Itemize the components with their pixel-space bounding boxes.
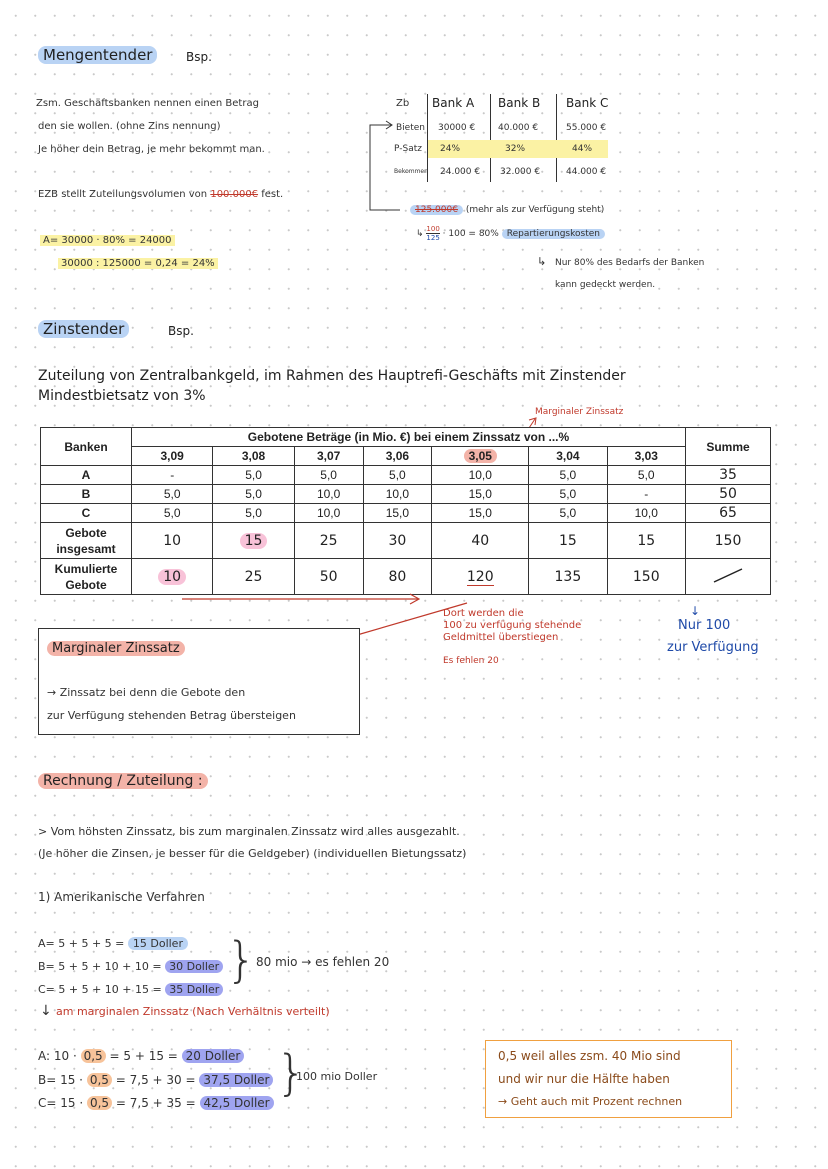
summe-header: Summe [686,428,771,466]
cell: - [132,466,213,485]
rate-header: 3,07 [294,447,363,466]
bank-a: A [41,466,132,485]
fraction-line: ↳ $\frac{100}{125}$ · 100 = 80% Repartierungskosten [416,225,605,242]
zinstender-desc-2: Mindestbietsatz von 3% [38,388,206,404]
gebote-cell: 10 [132,523,213,559]
gebote-cell: 40 [432,523,529,559]
calc-c2: C= 15 · 0,5 = 7,5 + 35 = 42,5 Doller [38,1096,274,1110]
cell: 5,0 [294,466,363,485]
rechnung-line-1: > Vom höhsten Zinssatz, bis zum marginalen Zinssatz wird alles ausgezahlt. [38,825,460,838]
psatz-b: 32% [505,144,526,154]
ezb-line: EZB stellt Zuteilungsvolumen von 100.000€ fest. [38,189,284,200]
total-amount: 125.000€ [410,205,463,215]
cell: 15,0 [432,504,529,523]
calc-c: C= 5 + 5 + 10 + 15 = 35 Doller [38,983,223,996]
bieten-a: 30000 € [438,123,476,133]
kum-cell: 10 [132,559,213,595]
mengentender-line-1: Zsm. Geschäftsbanken nennen einen Betrag [36,98,259,109]
cell: 5,0 [529,466,607,485]
dort-note: Dort werden die 100 zu verfügung stehende Geldmittel überstiegen [443,608,582,643]
note-2: kann gedeckt werden. [555,280,656,290]
gebote-cell: 15 [607,523,685,559]
calc-b: B= 5 + 5 + 10 + 10 = 30 Doller [38,960,223,973]
psatz-a: 24% [440,144,461,154]
note-1: Nur 80% des Bedarfs der Banken [555,258,705,268]
mengentender-bsp: Bsp. [186,50,212,64]
gebote-cell: 15 [213,523,294,559]
arrow-down-icon: ↓ [690,604,701,618]
cell: 5,0 [213,466,294,485]
cell: 15,0 [363,504,432,523]
method-title: 1) Amerikanische Verfahren [38,890,205,904]
bieten-b: 40.000 € [498,123,539,133]
cell: 5,0 [363,466,432,485]
explanation-line-3: → Geht auch mit Prozent rechnen [498,1095,683,1108]
mengentender-line-2: den sie wollen. (ohne Zins nennung) [38,121,221,132]
brace-icon: } [226,932,257,988]
cell: - [607,485,685,504]
kum-cell: 80 [363,559,432,595]
marginal-box-title: Marginaler Zinssatz [47,641,185,656]
mengentender-line-3: Je höher dein Betrag, je mehr bekommt man. [38,144,265,155]
gebote-label: Gebote insgesamt [41,523,132,559]
cell: 5,0 [529,485,607,504]
zinstender-bsp: Bsp. [168,324,194,338]
ezb-amount: 100.000€ [210,189,259,200]
explanation-line-1: 0,5 weil alles zsm. 40 Mio sind [498,1049,681,1063]
marginal-box-line-2: zur Verfügung stehenden Betrag übersteigen [47,709,296,722]
cell: 5,0 [529,504,607,523]
marginal-box [38,628,360,735]
table-row [41,466,771,485]
bekommen-b: 32.000 € [500,167,541,177]
rate-header: 3,06 [363,447,432,466]
kum-cell: 25 [213,559,294,595]
rate-header: 3,04 [529,447,607,466]
calc-a: A= 5 + 5 + 5 = 15 Doller [38,937,188,950]
bank-c: C [41,504,132,523]
calc-a2: A: 10 · 0,5 = 5 + 15 = 20 Doller [38,1049,244,1063]
rate-header: 3,09 [132,447,213,466]
gebote-row [41,523,771,559]
brace-icon: } [276,1045,307,1101]
cell: 5,0 [607,466,685,485]
repartierung-label: Repartierungskosten [502,229,605,239]
total-note: 100 mio Doller [296,1070,378,1083]
marginal-label: Marginaler Zinssatz [535,407,624,417]
rate-header: 3,03 [607,447,685,466]
kum-cell: 150 [607,559,685,595]
psatz-c: 44% [572,144,593,154]
bank-c-header: Bank C [566,96,609,110]
row-psatz-label: P-Satz [394,144,422,154]
cell: 5,0 [213,504,294,523]
zinstender-desc-1: Zuteilung von Zentralbankgeld, im Rahmen des Hauptrefi-Geschäfts mit Zinstender [38,368,626,384]
rechnung-title: Rechnung / Zuteilung : [38,773,208,789]
gebote-sum: 150 [686,523,771,559]
marginal-note: am marginalen Zinssatz (Nach Verhältnis verteilt) [56,1005,330,1018]
table-row [41,485,771,504]
cell: 5,0 [132,504,213,523]
table-row [41,504,771,523]
banken-header: Banken [41,428,132,466]
table-caption: Gebotene Beträge (in Mio. €) bei einem Zinssatz von ...% [132,428,686,447]
cell: 10,0 [294,485,363,504]
zinstender-title: Zinstender [38,320,129,338]
row-bekommen-label: Bekommen [394,168,428,175]
kum-cell: 135 [529,559,607,595]
rate-header: 3,08 [213,447,294,466]
marginal-box-line-1: → Zinssatz bei denn die Gebote den [47,686,246,699]
bank-table-corner: Zb [396,98,410,109]
calc-1: A= 30000 · 80% = 24000 [40,235,175,246]
cell: 5,0 [132,485,213,504]
bank-b-header: Bank B [498,96,541,110]
explanation-box [485,1040,732,1118]
total-line: 125.000€ (mehr als zur Verfügung steht) [410,205,604,215]
gebote-cell: 30 [363,523,432,559]
calc-b2: B= 15 · 0,5 = 7,5 + 30 = 37,5 Doller [38,1073,273,1087]
zinstender-table [40,427,771,595]
cell: 10,0 [363,485,432,504]
cell: 5,0 [213,485,294,504]
bank-a-header: Bank A [432,96,475,110]
row-bieten-label: Bieten [396,123,425,133]
cell: 10,0 [432,466,529,485]
kum-cell: 50 [294,559,363,595]
bekommen-a: 24.000 € [440,167,481,177]
explanation-line-2: und wir nur die Hälfte haben [498,1072,670,1086]
kum-cell: 120 [432,559,529,595]
rechnung-line-2: (Je höher die Zinsen, je besser für die Geldgeber) (individuellen Bietungssatz) [38,847,467,860]
sum-b: 50 [686,485,771,504]
kumuliert-label: Kumulierte Gebote [41,559,132,595]
fehlen-note: Es fehlen 20 [443,656,499,666]
cell: 10,0 [294,504,363,523]
arrow-down-right-icon: ↳ [537,255,547,268]
mengentender-title: Mengentender [38,46,157,64]
gebote-cell: 25 [294,523,363,559]
cell: 10,0 [607,504,685,523]
slash-cell [686,559,771,595]
kumuliert-row [41,559,771,595]
bekommen-c: 44.000 € [566,167,607,177]
gebote-cell: 15 [529,523,607,559]
brace-note: 80 mio → es fehlen 20 [256,955,390,969]
rate-header-marginal: 3,05 [432,447,529,466]
calc-2: 30000 : 125000 = 0,24 = 24% [58,258,218,269]
zur-verfuegung: zur Verfügung [667,640,759,655]
bank-b: B [41,485,132,504]
sum-a: 35 [686,466,771,485]
arrow-down-icon: ↓ [40,1003,52,1019]
nur-100: Nur 100 [678,618,731,633]
sum-c: 65 [686,504,771,523]
bieten-c: 55.000 € [566,123,607,133]
cell: 15,0 [432,485,529,504]
